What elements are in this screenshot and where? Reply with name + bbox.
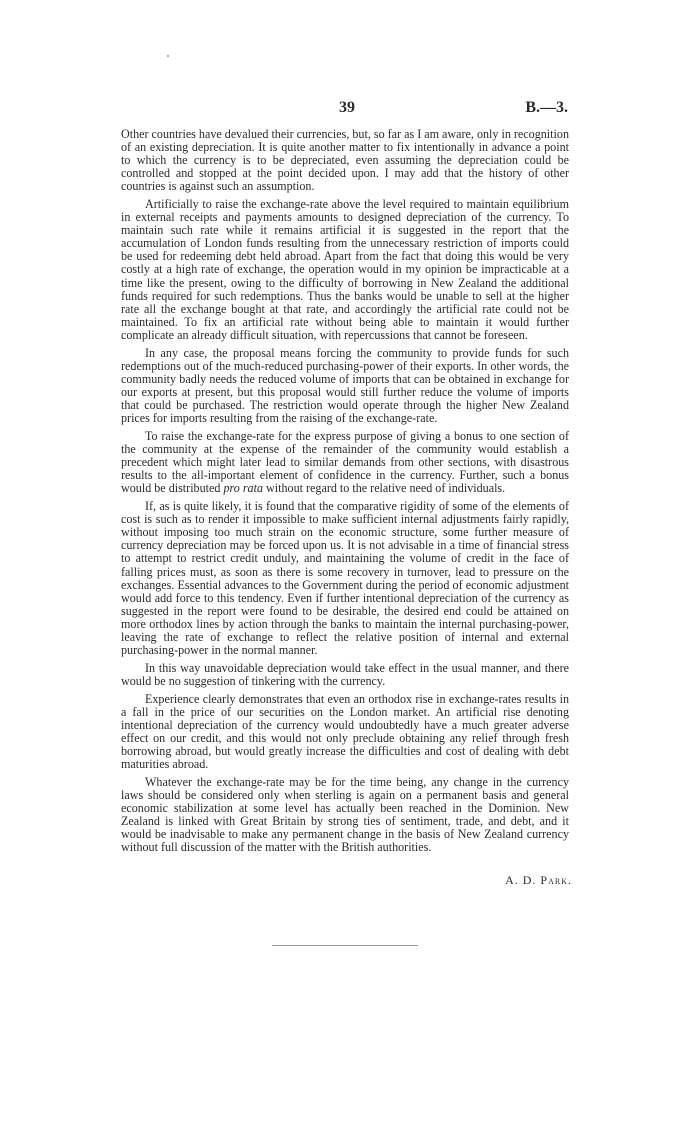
page-number: 39 [339, 99, 355, 116]
paragraph-4-tail: without regard to the relative need of individuals. [266, 481, 506, 496]
document-reference: B.—3. [525, 99, 568, 116]
paragraph-5: If, as is quite likely, it is found that the comparative rigidity of some of the elements of cost is such as to render it impossible to make sufficient internal adjustments fairly rapidly, without imposing too much strain on the economic structure, some further measure of currency depreciation may be forced upon us. It is not advisable in a time of financial stress to attempt to restrict credit unduly, and maintaining the volume of credit in the face of falling prices must, as soon as there is some recovery in turnover, lead to pressure on the exchanges. Essential advances to the Government during the period of economic adjustment would add force to this tendency. Even if further intentional depreciation of the currency as suggested in the report were found to be desirable, the desired end could be attained on more orthodox lines by action through the banks to maintain the internal purchasing-power, leaving the rate of exchange to reflect the relative position of internal and external purchasing-power in the normal manner. [121, 499, 569, 657]
signature: A. D. Park. [505, 873, 572, 887]
paragraph-3: In any case, the proposal means forcing the community to provide funds for such redemptions out of the much-reduced purchasing-power of their exports. In other words, the community badly needs the reduced volume of imports that can be obtained in exchange for our exports at present, but this proposal would still further reduce the volume of imports that could be purchased. The restriction would operate through the higher New Zealand prices for imports resulting from the raising of the exchange-rate. [121, 345, 569, 425]
paragraph-4-text: To raise the exchange-rate for the express purpose of giving a bonus to one section of the community at the expense of the remainder of the community would establish a precedent which might later lead to similar demands from other sections, with disastrous results to the all-important element of confidence in the currency. Further, such a bonus would be distributed [121, 429, 569, 496]
paragraph-1: Other countries have devalued their currencies, but, so far as I am aware, only in recognition of an existing depreciation. It is quite another matter to fix intentionally in advance a point to which the currency is to be depreciated, even assuming the depreciation could be controlled and stopped at the point decided upon. I may add that the history of other countries is against such an assumption. [121, 127, 569, 194]
scan-speck [167, 55, 169, 57]
paragraph-6: In this way unavoidable depreciation would take effect in the usual manner, and there would be no suggestion of tinkering with the currency. [121, 660, 569, 688]
body-text [121, 128, 569, 859]
paragraph-4 [121, 430, 569, 495]
paragraph-8: Whatever the exchange-rate may be for the time being, any change in the currency laws should be considered only when sterling is again on a permanent basis and general economic stabilization at some level has actually been reached in the Dominion. New Zealand is linked with Great Britain by strong ties of sentiment, trade, and debt, and it would be inadvisable to make any permanent change in the basis of New Zealand currency without full discussion of the matter with the British authorities. [121, 775, 569, 855]
paragraph-4-italic: pro rata [223, 481, 264, 496]
closing-rule [272, 945, 418, 946]
paragraph-2: Artificially to raise the exchange-rate above the level required to maintain equilibrium in external receipts and payments amounts to designed depreciation of the currency. To maintain such rate while it remains artificial it is suggested in the report that the accumulation of London funds resulting from the unnecessary restriction of imports could be used for redeeming debt held abroad. Apart from the fact that doing this would be very costly at a high rate of exchange, the operation would in my opinion be impracticable at a time like the present, owing to the difficulty of borrowing in New Zealand the additional funds required for such redemptions. Thus the banks would be unable to sell at the higher rate all the exchange bought at that rate, and accordingly the artificial rate could not be maintained. To fix an artificial rate without being able to maintain it would further complicate an already difficult situation, with repercussions that cannot be foreseen. [121, 197, 569, 342]
paragraph-7: Experience clearly demonstrates that even an orthodox rise in exchange-rates results in a fall in the price of our securities on the London market. An artificial rise denoting intentional depreciation of the currency would undoubtedly have a much greater adverse effect on our credit, and this would not only preclude obtaining any relief through fresh borrowing abroad, but would greatly increase the difficulties and cost of dealing with debt maturities abroad. [121, 691, 569, 772]
